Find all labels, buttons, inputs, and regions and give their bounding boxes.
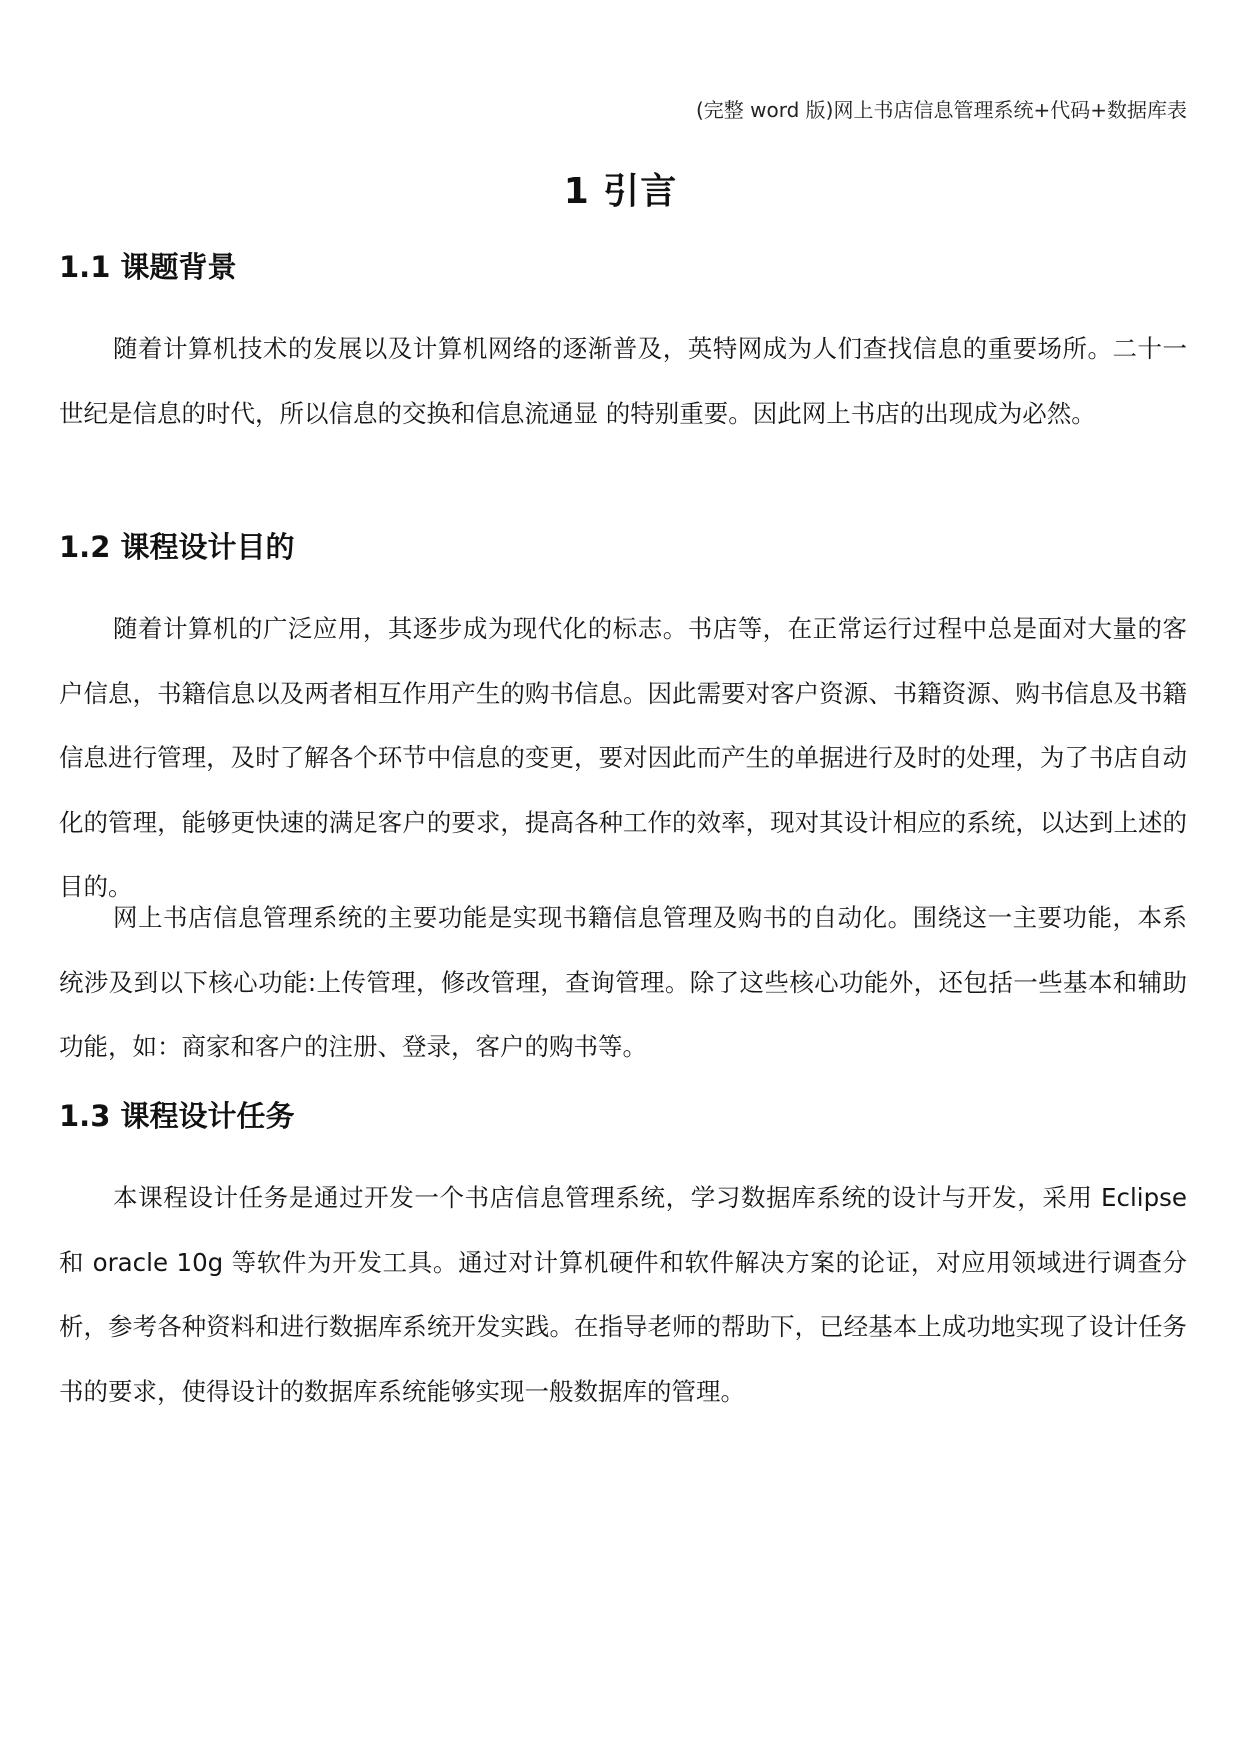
- section-heading-1-1: 1.1 课题背景: [59, 250, 237, 284]
- paragraph-system-functions: 网上书店信息管理系统的主要功能是实现书籍信息管理及购书的自动化。围绕这一主要功能，本系统涉及到以下核心功能:上传管理，修改管理，查询管理。除了这些核心功能外，还包括一些基本和辅助功能，如：商家和客户的注册、登录，客户的购书等。: [59, 903, 1187, 1061]
- running-header: (完整 word 版)网上书店信息管理系统+代码+数据库表: [696, 98, 1187, 122]
- section-heading-1-3: 1.3 课程设计任务: [59, 1099, 295, 1133]
- section-heading-1-2: 1.2 课程设计目的: [59, 530, 295, 564]
- paragraph-design-purpose: 随着计算机的广泛应用，其逐步成为现代化的标志。书店等，在正常运行过程中总是面对大量的客户信息，书籍信息以及两者相互作用产生的购书信息。因此需要对客户资源、书籍资源、购书信息及书籍信息进行管理，及时了解各个环节中信息的变更，要对因此而产生的单据进行及时的处理，为了书店自动化的管理，能够更快速的满足客户的要求，提高各种工作的效率，现对其设计相应的系统，以达到上述的目的。: [59, 614, 1187, 901]
- chapter-title: 1 引言: [563, 171, 678, 212]
- paragraph-design-task: 本课程设计任务是通过开发一个书店信息管理系统，学习数据库系统的设计与开发，采用 Eclipse 和 oracle 10g 等软件为开发工具。通过对计算机硬件和软件解决方案的论证，对应用领域进行调查分析，参考各种资料和进行数据库系统开发实践。在指导老师的帮助下，已经基本上成功地实现了设计任务书的要求，使得设计的数据库系统能够实现一般数据库的管理。: [59, 1183, 1187, 1406]
- paragraph-background: 随着计算机技术的发展以及计算机网络的逐渐普及，英特网成为人们查找信息的重要场所。二十一世纪是信息的时代，所以信息的交换和信息流通显 的特别重要。因此网上书店的出现成为必然。: [59, 334, 1187, 428]
